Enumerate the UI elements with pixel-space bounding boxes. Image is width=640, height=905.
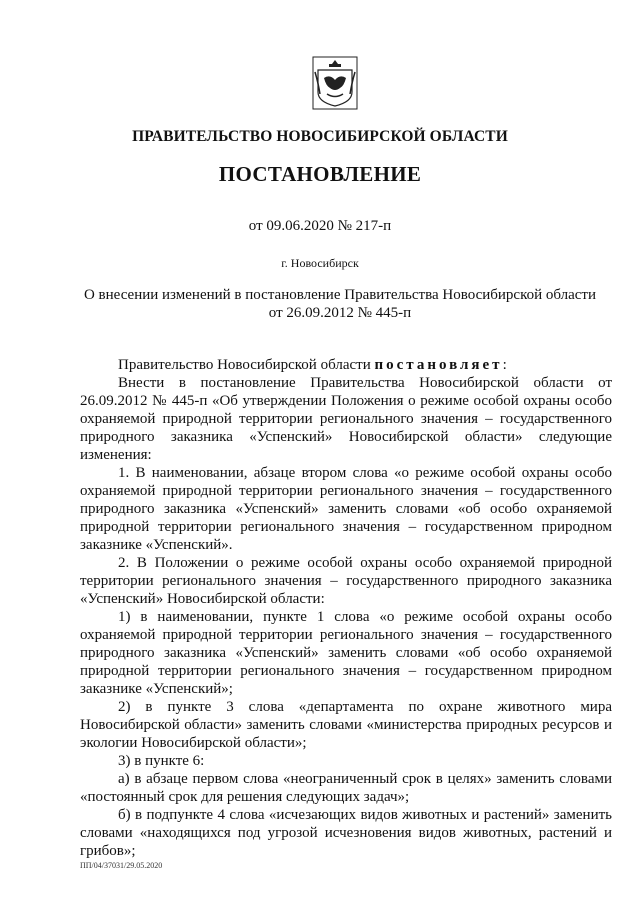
- preamble-lead: Правительство Новосибирской области: [118, 357, 375, 373]
- subject-line-2: от 26.09.2012 № 445-п: [268, 305, 412, 321]
- paragraph-item-2: 2. В Положении о режиме особой охраны особо охраняемой природной территории регионального значения – государственного природного заказника «Успенский» Новосибирской области:: [80, 555, 612, 607]
- preamble-verb: постановляет: [374, 357, 503, 373]
- paragraph-subitem-1: 1) в наименовании, пункте 1 слова «о режиме особой охраны особо охраняемой природной территории регионального значения – государственного природного заказника «Успенский» заменить словами «об особо охраняемой природной территории регионального значения – государственном природном заказнике «Успенский»;: [80, 609, 612, 697]
- paragraph-subitem-3b: б) в подпункте 4 слова «исчезающих видов животных и растений» заменить словами «находящихся под угрозой исчезновения видов животных, растений и грибов»;: [80, 807, 612, 859]
- paragraph-item-1: 1. В наименовании, абзаце втором слова «о режиме особой охраны особо охраняемой природной территории регионального значения – государственного природного заказника «Успенский» заменить словами «об особо охраняемой природной территории регионального значения – государственном природном заказнике «Успенский».: [80, 465, 612, 553]
- footer-code: ПП/04/37031/29.05.2020: [80, 861, 163, 870]
- coat-of-arms-emblem: [312, 56, 358, 110]
- organization-title: ПРАВИТЕЛЬСТВО НОВОСИБИРСКОЙ ОБЛАСТИ: [132, 128, 508, 145]
- paragraph-preamble: [80, 356, 612, 374]
- paragraph-subitem-2: 2) в пункте 3 слова «департамента по охране животного мира Новосибирской области» заменить словами «министерства природных ресурсов и экологии Новосибирской области»;: [80, 699, 612, 751]
- paragraph-amend-intro: Внести в постановление Правительства Новосибирской области от 26.09.2012 № 445-п «Об утверждении Положения о режиме особой охраны особо охраняемой природной территории регионального значения – государственного природного заказника «Успенский» Новосибирской области» следующие изменения:: [80, 375, 612, 463]
- date-and-number: от 09.06.2020 № 217-п: [248, 218, 392, 234]
- document-body: [80, 356, 612, 860]
- paragraph-subitem-3a: а) в абзаце первом слова «неограниченный срок в целях» заменить словами «постоянный срок для решения следующих задач»;: [80, 771, 612, 805]
- subject-line-1: О внесении изменений в постановление Правительства Новосибирской области: [83, 287, 597, 303]
- city-line: г. Новосибирск: [281, 256, 359, 270]
- paragraph-subitem-3: 3) в пункте 6:: [118, 753, 205, 769]
- document-subject: [80, 286, 600, 322]
- preamble-tail: :: [502, 357, 507, 373]
- document-type-title: ПОСТАНОВЛЕНИЕ: [218, 162, 422, 186]
